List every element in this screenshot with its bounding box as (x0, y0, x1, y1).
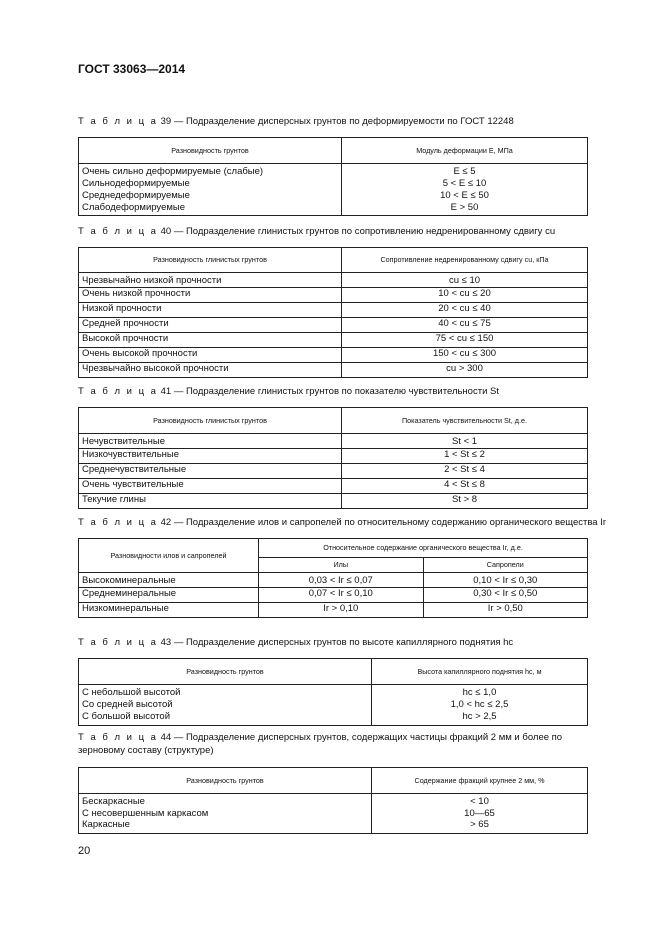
table-41-block (78, 386, 588, 509)
row-value: 0,10 < Ir ≤ 0,30 (423, 572, 588, 587)
row-value: < 10 (372, 793, 588, 807)
column-header: Разновидность грунтов (79, 767, 372, 793)
table-row (79, 287, 588, 302)
table-row (79, 711, 588, 725)
row-value: E > 50 (342, 202, 588, 216)
table-word: Т а б л и ц а (78, 732, 158, 743)
row-name: Очень чувствительные (79, 478, 342, 493)
table-row (79, 684, 588, 698)
column-group-header: Относительное содержание органического вещества Ir, д.е. (259, 538, 588, 557)
table-row (79, 347, 588, 362)
column-header: Разновидность глинистых грунтов (79, 407, 342, 433)
row-value: 10—65 (372, 808, 588, 820)
table-44-block (78, 732, 588, 834)
table-caption (78, 116, 588, 128)
table-caption (78, 517, 607, 529)
column-header: Сапропели (423, 557, 588, 572)
row-name: Средней прочности (79, 317, 342, 332)
table-row (79, 587, 588, 602)
table-row (79, 272, 588, 287)
table-44 (78, 767, 588, 835)
table-row (79, 178, 588, 190)
column-header: Разновидность глинистых грунтов (79, 247, 342, 272)
column-header: Разновидность грунтов (79, 137, 342, 163)
page-number: 20 (78, 845, 91, 857)
row-name: Каркасные (79, 819, 372, 833)
column-header: Сопротивление недренированному сдвигу cu, кПа (342, 247, 588, 272)
table-row (79, 478, 588, 493)
row-name: Очень высокой прочности (79, 347, 342, 362)
table-word: Т а б л и ц а (78, 517, 158, 528)
row-name: С большой высотой (79, 711, 372, 725)
column-header: Разновидности илов и сапропелей (79, 538, 259, 572)
table-40 (78, 247, 588, 378)
row-value: 150 < cu ≤ 300 (342, 347, 588, 362)
table-43 (78, 658, 588, 726)
row-value: 0,03 < Ir ≤ 0,07 (259, 572, 424, 587)
table-number: 43 (160, 637, 172, 648)
row-name: Среднеминеральные (79, 587, 259, 602)
column-header: Илы (259, 557, 424, 572)
table-title: — Подразделение дисперсных грунтов по высоте капиллярного поднятия hc (173, 637, 514, 648)
row-value: hc ≤ 1,0 (372, 684, 588, 698)
row-value: cu ≤ 10 (342, 272, 588, 287)
row-name: Слабодеформируемые (79, 202, 342, 216)
row-value: 0,07 < Ir ≤ 0,10 (259, 587, 424, 602)
table-row (79, 362, 588, 377)
table-row (79, 699, 588, 711)
table-number: 41 (160, 386, 172, 397)
table-row (79, 332, 588, 347)
column-header: Содержание фракций крупнее 2 мм, % (372, 767, 588, 793)
row-value: 1,0 < hc ≤ 2,5 (372, 699, 588, 711)
row-name: Текучие глины (79, 493, 342, 508)
table-row (79, 317, 588, 332)
table-40-block (78, 226, 588, 378)
row-value: St > 8 (342, 493, 588, 508)
row-value: 40 < cu ≤ 75 (342, 317, 588, 332)
table-title: — Подразделение глинистых грунтов по сопротивлению недренированному сдвигу cu (173, 226, 556, 237)
table-row (79, 448, 588, 463)
row-name: Высокой прочности (79, 332, 342, 347)
table-title: — Подразделение глинистых грунтов по показателю чувствительности St (173, 386, 499, 397)
row-value: 75 < cu ≤ 150 (342, 332, 588, 347)
table-word: Т а б л и ц а (78, 116, 158, 127)
table-row (79, 163, 588, 177)
table-row (79, 572, 588, 587)
table-row (79, 463, 588, 478)
row-value: Ir > 0,10 (259, 602, 424, 617)
row-name: Низкой прочности (79, 302, 342, 317)
row-value: hc > 2,5 (372, 711, 588, 725)
column-header: Модуль деформации E, МПа (342, 137, 588, 163)
table-row (79, 793, 588, 807)
table-row (79, 302, 588, 317)
table-number: 42 (160, 517, 172, 528)
row-value: 1 < St ≤ 2 (342, 448, 588, 463)
row-value: 20 < cu ≤ 40 (342, 302, 588, 317)
row-name: С небольшой высотой (79, 684, 372, 698)
row-value: Ir > 0,50 (423, 602, 588, 617)
row-value: > 65 (372, 819, 588, 833)
row-value: 4 < St ≤ 8 (342, 478, 588, 493)
table-row (79, 190, 588, 202)
row-value: 2 < St ≤ 4 (342, 463, 588, 478)
row-value: E ≤ 5 (342, 163, 588, 177)
row-name: Очень сильно деформируемые (слабые) (79, 163, 342, 177)
table-caption (78, 637, 588, 649)
table-row (79, 808, 588, 820)
table-caption (78, 226, 588, 238)
column-header: Разновидность грунтов (79, 658, 372, 684)
table-row (79, 433, 588, 448)
table-number: 44 (160, 732, 172, 743)
row-name: Низкочувствительные (79, 448, 342, 463)
table-39 (78, 137, 588, 217)
table-42 (78, 538, 588, 618)
table-row (79, 493, 588, 508)
row-value: 10 < cu ≤ 20 (342, 287, 588, 302)
table-caption (78, 386, 588, 398)
row-name: С несовершенным каркасом (79, 808, 372, 820)
table-number: 40 (160, 226, 172, 237)
table-title: — Подразделение илов и сапропелей по относительному содержанию органического вещества Ir (173, 517, 607, 528)
table-row (79, 819, 588, 833)
row-name: Чрезвычайно низкой прочности (79, 272, 342, 287)
row-name: Среднечувствительные (79, 463, 342, 478)
row-name: Среднедеформируемые (79, 190, 342, 202)
row-value: 0,30 < Ir ≤ 0,50 (423, 587, 588, 602)
row-name: Сильнодеформируемые (79, 178, 342, 190)
table-row (79, 202, 588, 216)
table-caption (78, 732, 588, 758)
row-name: Бескаркасные (79, 793, 372, 807)
table-word: Т а б л и ц а (78, 226, 158, 237)
document-header: ГОСТ 33063—2014 (78, 62, 186, 76)
row-name: Высокоминеральные (79, 572, 259, 587)
row-value: 10 < E ≤ 50 (342, 190, 588, 202)
table-title: — Подразделение дисперсных грунтов, содержащих частицы фракций 2 мм и более по зерновому составу (структуре) (78, 732, 563, 756)
table-word: Т а б л и ц а (78, 637, 158, 648)
table-word: Т а б л и ц а (78, 386, 158, 397)
table-41 (78, 407, 588, 509)
row-name: Нечувствительные (79, 433, 342, 448)
column-header: Высота капиллярного поднятия hc, м (372, 658, 588, 684)
table-title: — Подразделение дисперсных грунтов по деформируемости по ГОСТ 12248 (173, 116, 514, 127)
row-name: Со средней высотой (79, 699, 372, 711)
table-43-block (78, 637, 588, 726)
row-name: Очень низкой прочности (79, 287, 342, 302)
table-row (79, 602, 588, 617)
table-39-block (78, 116, 588, 216)
row-value: St < 1 (342, 433, 588, 448)
row-value: 5 < E ≤ 10 (342, 178, 588, 190)
row-name: Чрезвычайно высокой прочности (79, 362, 342, 377)
column-header: Показатель чувствительности St, д.е. (342, 407, 588, 433)
row-name: Низкоминеральные (79, 602, 259, 617)
table-number: 39 (160, 116, 172, 127)
table-42-block (78, 517, 607, 618)
row-value: cu > 300 (342, 362, 588, 377)
